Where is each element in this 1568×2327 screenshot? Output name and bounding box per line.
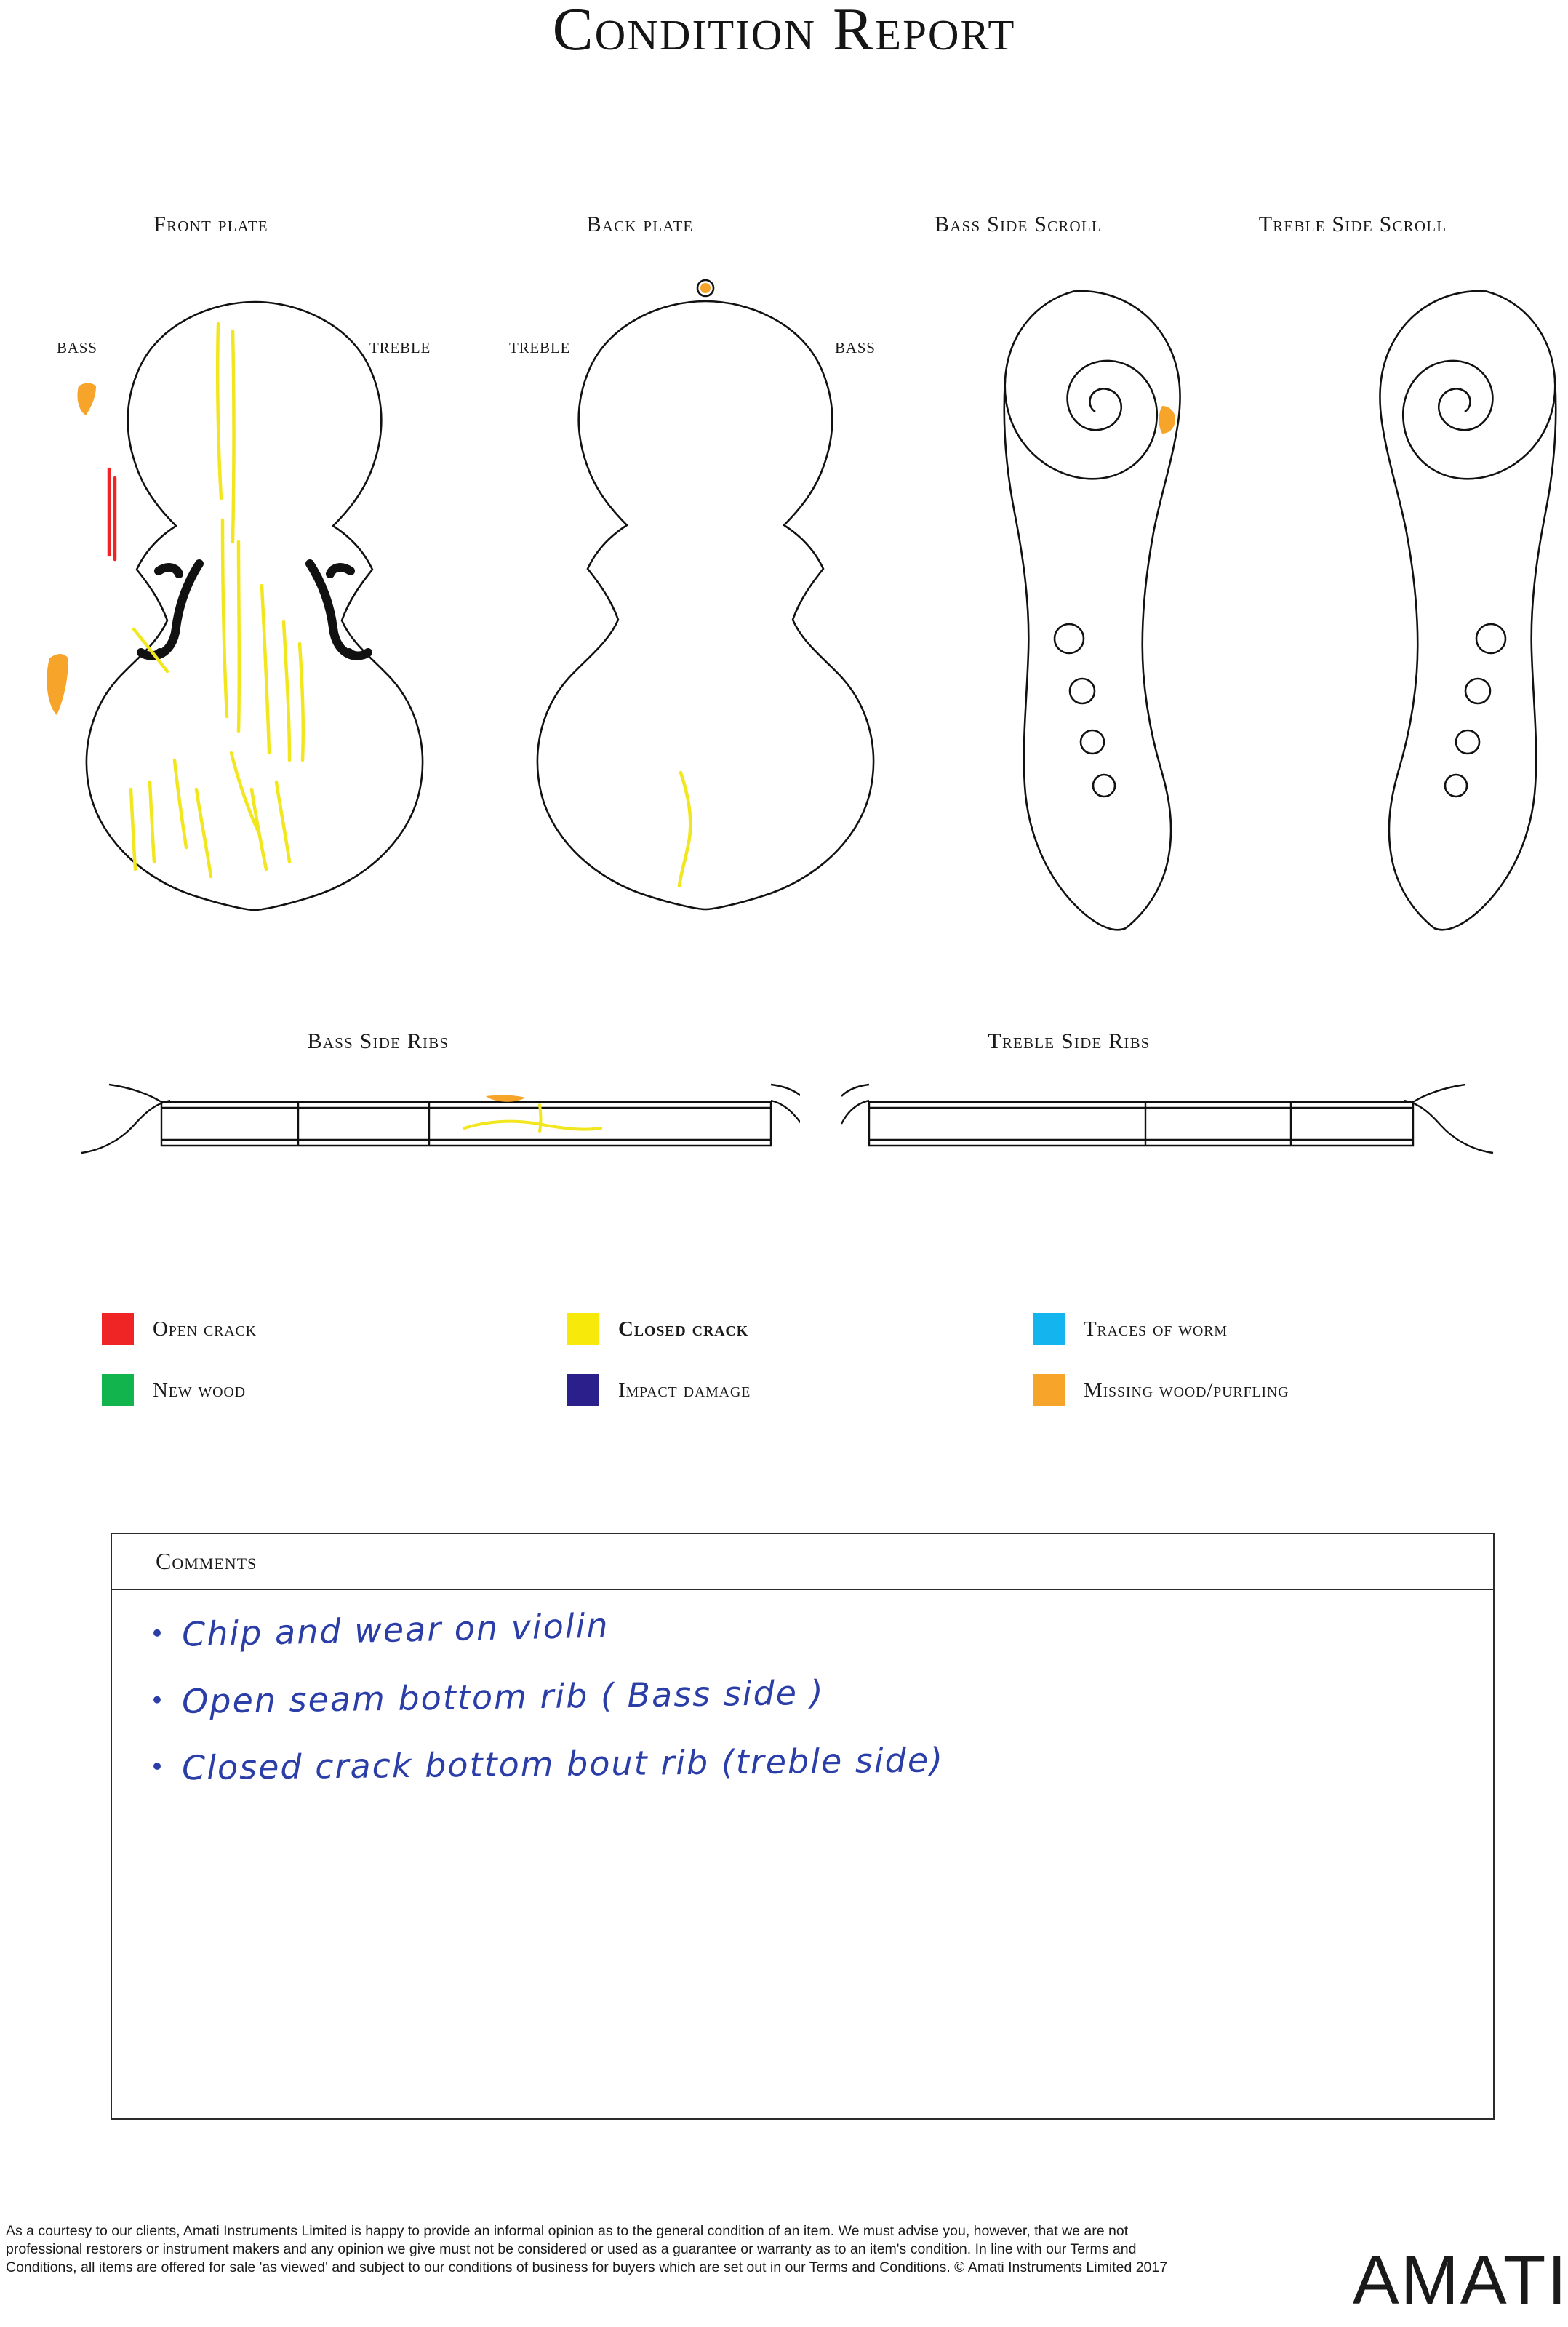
legend-row-2 xyxy=(102,1374,1498,1406)
back-plate-diagram xyxy=(502,271,909,954)
swatch-missing-wood xyxy=(1033,1374,1065,1406)
legend-item-closed-crack xyxy=(567,1313,1033,1345)
comment-line-3 xyxy=(150,1740,945,1787)
comments-body[interactable] xyxy=(112,1590,1493,1788)
front-plate-treble-label: TREBLE xyxy=(369,339,431,356)
legend-label-open-crack: Open crack xyxy=(153,1317,257,1341)
legend-label-impact-damage: Impact damage xyxy=(618,1378,751,1402)
page-title: Condition Report xyxy=(552,0,1016,63)
swatch-impact-damage xyxy=(567,1374,599,1406)
amati-logo: AMATI xyxy=(1352,2241,1568,2319)
comments-header xyxy=(112,1534,1493,1590)
back-plate-closed-crack-marks xyxy=(679,773,690,886)
legend-label-new-wood: New wood xyxy=(153,1378,246,1402)
footer-disclaimer: As a courtesy to our clients, Amati Instruments Limited is happy to provide an informal opinion as to the general condition of an item. We must advise you, however, that we are not professional restorers or instrument makers and any opinion we give must not be considered or used as a guarantee or warranty as to an item's condition. In line with our Terms and Conditions, all items are offered for sale 'as viewed' and subject to our conditions of business for buyers which are set out in our Terms and Conditions. © Amati Instruments Limited 2017 xyxy=(6,2223,1168,2275)
caption-bass-side-ribs: Bass Side Ribs xyxy=(307,1029,449,1053)
legend-label-closed-crack: Closed crack xyxy=(618,1317,748,1341)
legend-label-missing-wood: Missing wood/purfling xyxy=(1084,1378,1289,1402)
caption-treble-side-scroll: Treble Side Scroll xyxy=(1258,212,1447,236)
comment-text-2: Open seam bottom rib ( Bass side ) xyxy=(181,1672,825,1721)
caption-back-plate: Back plate xyxy=(586,212,694,236)
front-plate-missing-wood-marks xyxy=(47,383,96,716)
legend-item-traces-of-worm xyxy=(1033,1313,1498,1345)
comment-line-1 xyxy=(150,1605,610,1654)
front-plate-bass-label: BASS xyxy=(57,339,97,356)
legend-item-open-crack xyxy=(102,1313,567,1345)
comment-line-2 xyxy=(150,1673,825,1722)
bass-side-scroll-diagram xyxy=(996,276,1236,953)
swatch-open-crack xyxy=(102,1313,134,1345)
comments-header-label: Comments xyxy=(156,1548,257,1574)
swatch-traces-of-worm xyxy=(1033,1313,1065,1345)
legend xyxy=(102,1313,1498,1435)
comment-bullet-icon: • xyxy=(149,1686,167,1716)
comment-text-1: Chip and wear on violin xyxy=(181,1605,610,1654)
back-plate-bass-label: BASS xyxy=(835,339,876,356)
legend-item-impact-damage xyxy=(567,1374,1033,1406)
back-plate-treble-label: TREBLE xyxy=(509,339,571,356)
legend-item-new-wood xyxy=(102,1374,567,1406)
front-plate-closed-crack-marks xyxy=(131,324,303,877)
treble-side-ribs-diagram xyxy=(840,1058,1495,1160)
front-plate-open-crack-marks xyxy=(109,469,115,559)
bass-ribs-missing-wood-mark xyxy=(486,1095,525,1102)
swatch-new-wood xyxy=(102,1374,134,1406)
comment-bullet-icon: • xyxy=(149,1619,167,1649)
treble-side-scroll-diagram xyxy=(1302,276,1564,953)
swatch-closed-crack xyxy=(567,1313,599,1345)
front-plate-diagram xyxy=(44,280,465,957)
comments-box xyxy=(111,1533,1495,2120)
bass-side-ribs-diagram xyxy=(80,1058,800,1160)
caption-bass-side-scroll: Bass Side Scroll xyxy=(935,212,1102,236)
bass-ribs-closed-crack-marks xyxy=(464,1105,601,1131)
legend-label-traces-of-worm: Traces of worm xyxy=(1084,1317,1228,1341)
legend-item-missing-wood xyxy=(1033,1374,1498,1406)
comment-bullet-icon: • xyxy=(149,1752,167,1782)
caption-front-plate: Front plate xyxy=(153,212,268,236)
bass-scroll-missing-wood-mark xyxy=(1159,406,1176,434)
legend-row-1 xyxy=(102,1313,1498,1345)
comment-text-3: Closed crack bottom bout rib (treble side) xyxy=(181,1740,945,1788)
back-plate-missing-wood-mark xyxy=(700,283,711,293)
caption-treble-side-ribs: Treble Side Ribs xyxy=(988,1029,1151,1053)
